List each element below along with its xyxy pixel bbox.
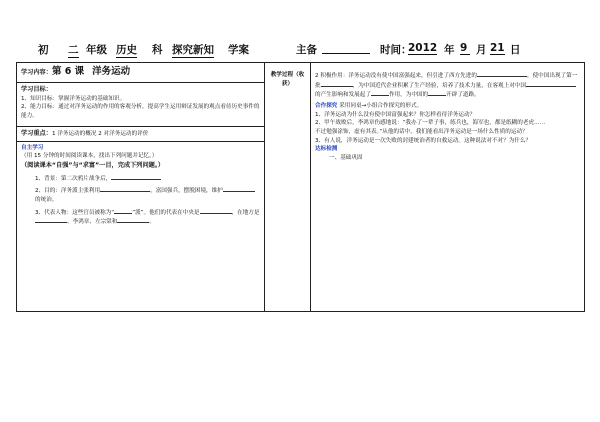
self-study-note: （用 15 分钟的时间阅读课本，找出下列问题并记忆。） [21,153,158,160]
year-value: 2012 [408,42,438,54]
subject-value: 历史 [116,44,137,56]
effect-text-1: 2 积极作用：洋务运动没有使中国富强起来，但引进了西方先进的 [315,73,477,79]
question-3-text-e: 。 [149,219,155,226]
key-points: 1 洋务运动的概况 2 对洋务运动的评价 [51,131,149,137]
question-3-text-d: 、李鸿章、左宗棠和 [67,219,118,226]
question-3-text-a: 3、代表人物：这些官员被称为“ [35,209,115,216]
type-value: 探究新知 [172,44,214,56]
question-1-text: 1、背景：第二次鸦片战争后， [35,175,112,182]
blank [117,217,149,223]
question-2 [21,186,260,204]
key-points-cell [17,127,265,142]
question-3-text-c: ，在地方是 [231,209,260,216]
question-2-text-b: ，富国强兵，摆脱困境，维护 [150,188,223,195]
check-subheading: 一、基础巩固 [329,154,363,161]
type-label: 学案 [228,44,249,56]
blank [111,174,161,180]
blank [114,208,132,214]
effect-text-2: ，使中国出现了第一批 [315,73,578,89]
blank [321,81,353,87]
goals-cell [17,83,265,127]
month-label: 月 [476,44,487,56]
process-column [265,63,311,312]
blank [526,81,576,87]
worksheet-table [16,62,585,312]
right-column [311,63,585,312]
lesson-number: 第 6 课 [51,66,85,78]
grade-label: 年级 [86,44,107,56]
coop-question-1: 1、洋务运动为什么没有使中国富强起来？你怎样看待洋务运动？ [315,111,476,118]
grade-prefix: 初 [38,44,49,56]
question-3 [21,208,260,227]
coop-question-3: 3、有人说，洋务运动是一次失败的封建统治者的自救运动。这种说法对不对？为什么？ [315,137,532,144]
effect-text-6: 开辟了道路。 [446,92,480,99]
editor-label: 主备 [296,44,317,56]
content-label: 学习内容： [21,69,52,77]
editor-blank [322,43,370,54]
check-label: 达标检测 [315,146,338,153]
day-label: 日 [510,44,521,56]
effect-text-4: 的产生影响和发展起了 [315,92,371,99]
process-label: 教学过程（收获） [270,72,305,87]
coop-text: 采用同桌→小组合作探究的形式。 [339,102,423,109]
grade-value: 二 [68,44,79,56]
blank [35,217,67,223]
blank [428,90,446,96]
question-2-text-c: 的统治。 [35,196,58,203]
coop-label: 合作探究 [315,102,338,109]
blank [477,71,527,77]
blank [371,90,389,96]
reading-hint: （阅读课本“自强”与“求富”一目，完成下列问题。） [21,161,165,169]
self-study-cell [17,141,265,311]
lesson-title: 洋务运动 [92,66,131,78]
coop-question-2b: 不过勉强涂饰，虚有其表。”从他的话中，我们能看出洋务运动是一场什么性质的运动？ [315,128,528,135]
time-label: 时间： [380,44,412,56]
question-1 [21,174,260,184]
subject-label: 科 [152,44,163,56]
self-study-label: 自主学习 [21,144,44,151]
coop-question-2a: 2、甲午战败后，李鸿章伤感地说：“我办了一辈子事，练兵也，海军也，都是纸糊的老虎…… [315,120,546,127]
effect-text-3: ，为中国近代企业积累了生产经验，培养了技术力量，在客观上对中国 [352,82,527,89]
key-label: 学习重点： [21,130,52,137]
worksheet-header [24,42,584,58]
goals-label: 学习目标： [21,86,52,93]
question-2-text-a: 2、目的：洋务派主张利用 [35,188,101,195]
lesson-title-cell [17,63,265,83]
question-3-text-b: ”派”。他们的代表在中央是 [132,209,200,216]
blank [200,208,232,214]
goal-2: 2、能力目标：通过对洋务运动的作用的客观分析，提高学生运用辩证发展的观点看待历史事件的能力。 [21,104,260,119]
blank [100,186,150,192]
goal-1: 1、知识目标：掌握洋务运动的基础知识。 [21,95,126,102]
blank [223,186,255,192]
month-value: 9 [460,42,470,55]
year-label: 年 [444,44,455,56]
day-value: 21 [490,42,505,54]
effect-text-5: 作用，为中国的 [388,92,429,99]
